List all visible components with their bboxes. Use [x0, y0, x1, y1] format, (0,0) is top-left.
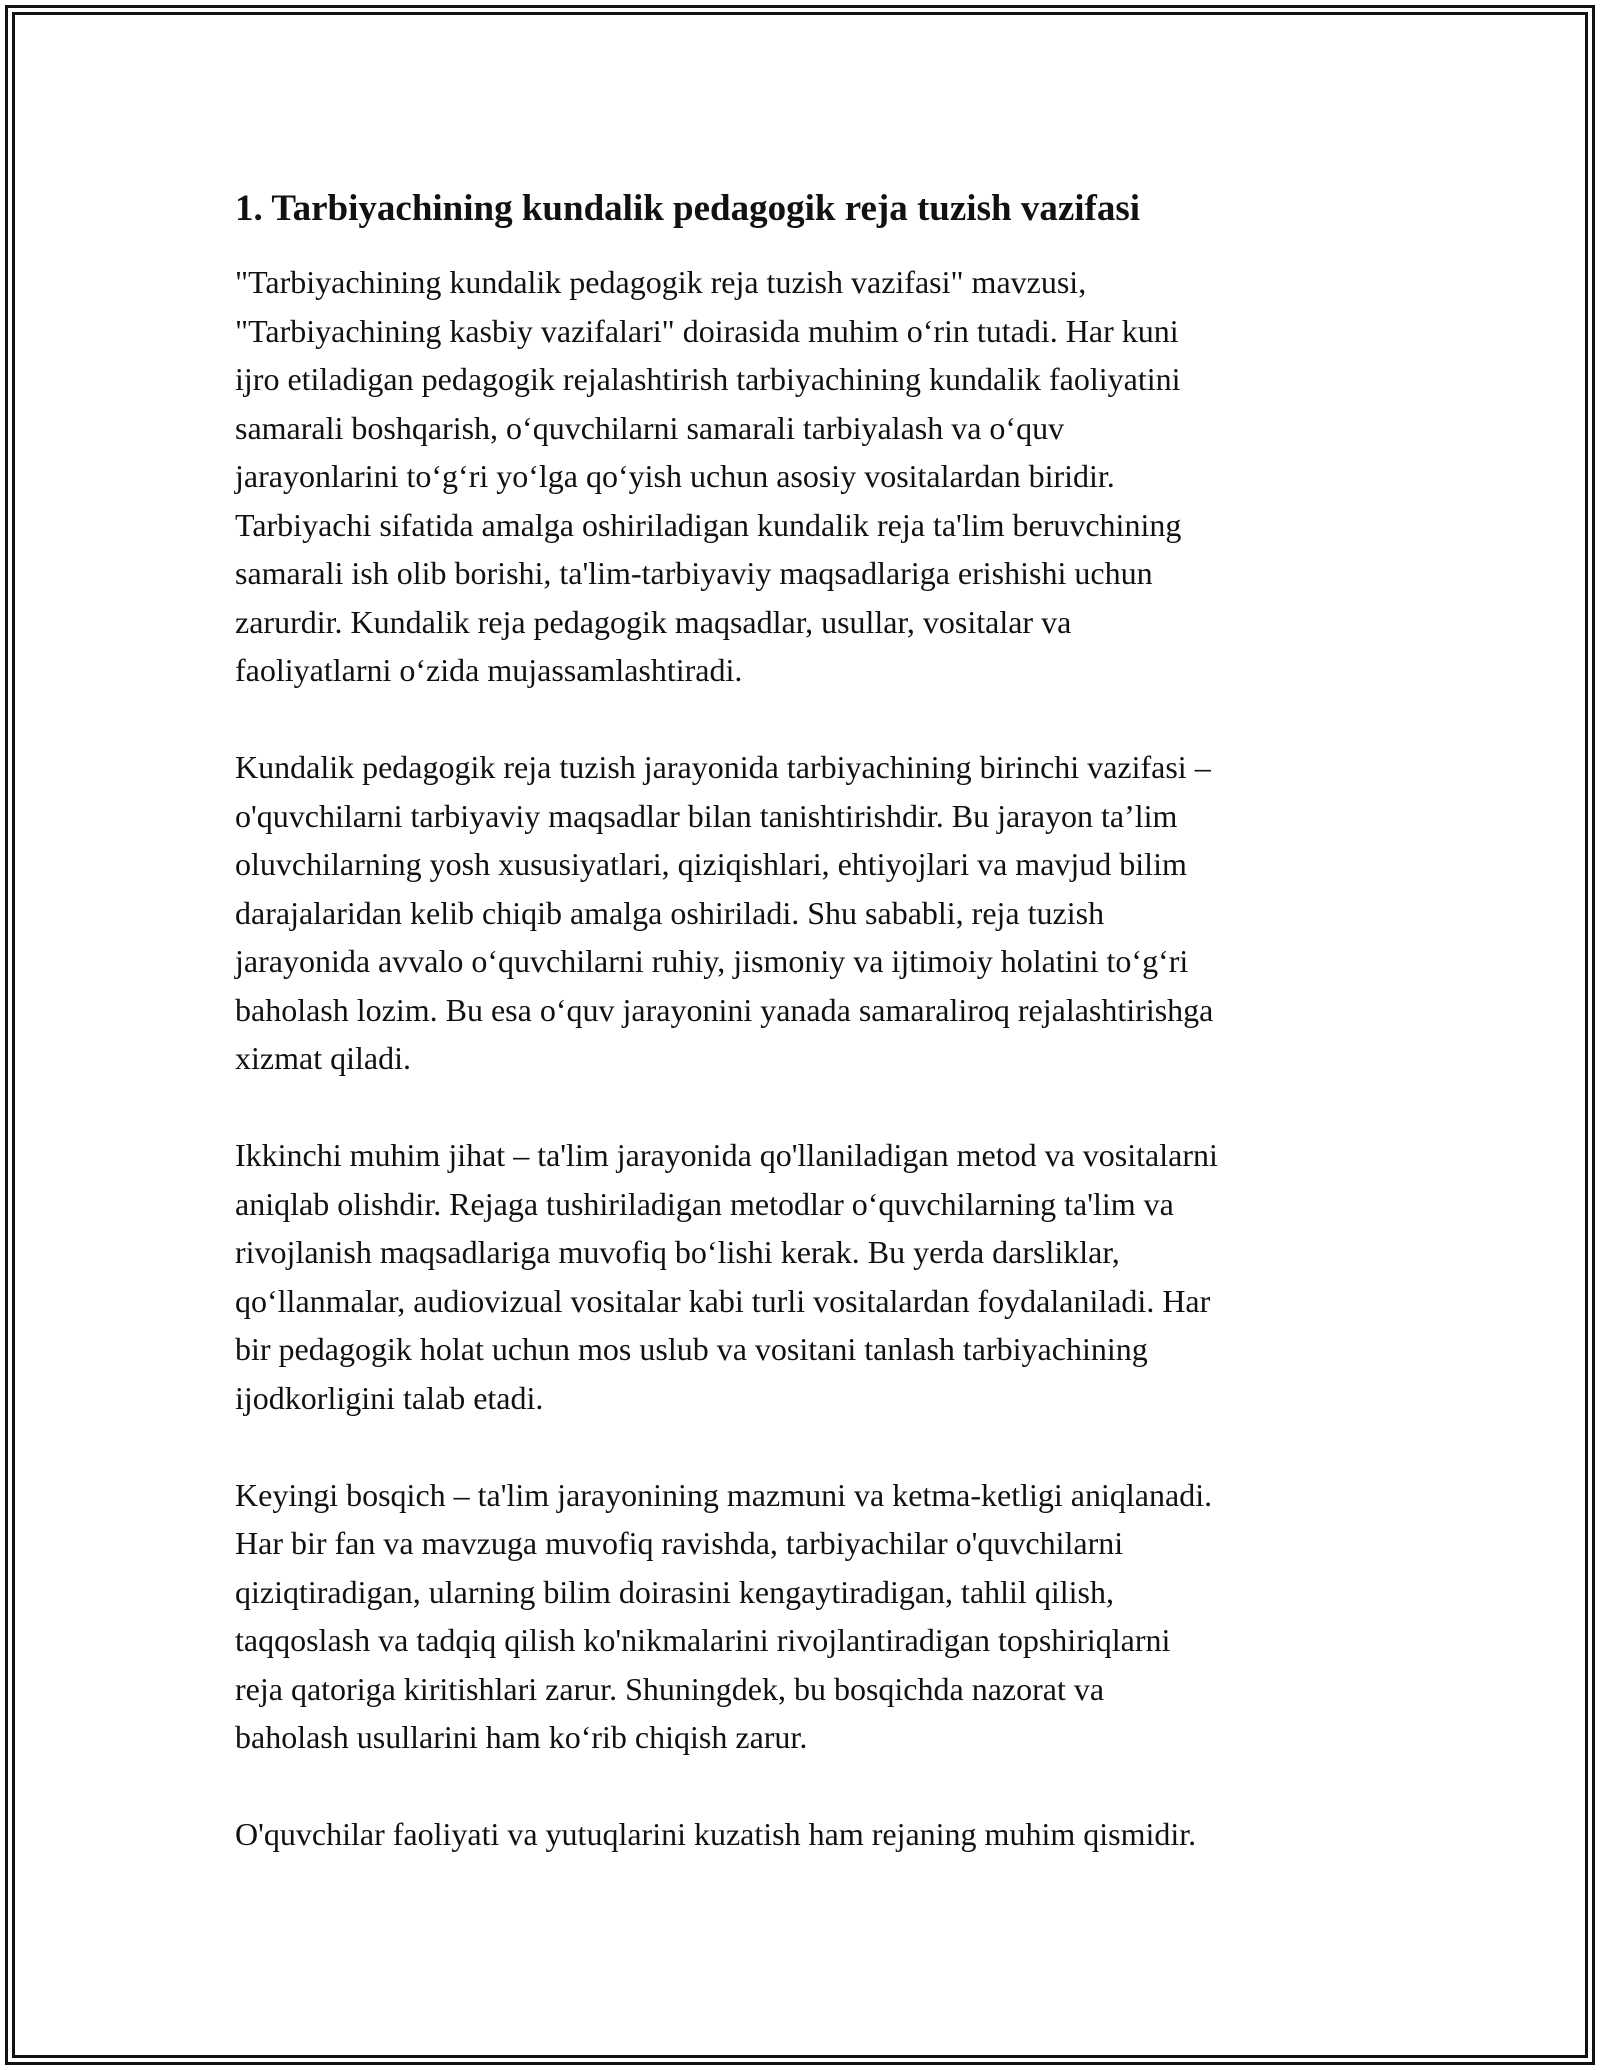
text-line: aniqlab olishdir. Rejaga tushiriladigan metodlar o‘quvchilarning ta'lim va [235, 1185, 1174, 1222]
text-line: samarali ish olib borishi, ta'lim-tarbiyaviy maqsadlariga erishishi uchun [235, 555, 1153, 591]
text-line: jarayonlarini to‘g‘ri yo‘lga qo‘yish uchun asosiy vositalardan biridir. [235, 458, 1115, 494]
text-line: zarurdir. Kundalik reja pedagogik maqsadlar, usullar, vositalar va [235, 603, 1072, 640]
text-line: reja qatoriga kiritishlari zarur. Shuningdek, bu bosqichda nazorat va [235, 1670, 1105, 1707]
document-content [235, 185, 1375, 1859]
text-line: "Tarbiyachining kundalik pedagogik reja tuzish vazifasi" mavzusi, [235, 264, 1087, 300]
paragraph-gap [235, 695, 1375, 744]
text-line: xizmat qiladi. [235, 1040, 411, 1076]
text-line: Tarbiyachi sifatida amalga oshiriladigan kundalik reja ta'lim beruvchining [235, 506, 1182, 543]
text-line: "Tarbiyachining kasbiy vazifalari" doirasida muhim o‘rin tutadi. Har kuni [235, 312, 1179, 349]
paragraph-3 [235, 1131, 1375, 1422]
text-line: baholash lozim. Bu esa o‘quv jarayonini yanada samaraliroq rejalashtirishga [235, 991, 1214, 1028]
text-line: jarayonida avvalo o‘quvchilarni ruhiy, jismoniy va ijtimoiy holatini to‘g‘ri [235, 943, 1189, 979]
paragraph-2 [235, 743, 1375, 1083]
text-line: faoliyatlarni o‘zida mujassamlashtiradi. [235, 652, 743, 688]
text-line: o'quvchilarni tarbiyaviy maqsadlar bilan tanishtirishdir. Bu jarayon ta’lim [235, 797, 1178, 834]
paragraph-4 [235, 1471, 1375, 1762]
text-line: rivojlanish maqsadlariga muvofiq bo‘lishi kerak. Bu yerda darsliklar, [235, 1234, 1120, 1270]
text-line: qiziqtiradigan, ularning bilim doirasini kengaytiradigan, tahlil qilish, [235, 1573, 1114, 1610]
paragraph-5 [235, 1810, 1375, 1859]
paragraph-gap [235, 1422, 1375, 1471]
text-line: taqqoslash va tadqiq qilish ko'nikmalarini rivojlantiradigan topshiriqlarni [235, 1622, 1171, 1658]
text-line: O'quvchilar faoliyati va yutuqlarini kuzatish ham rejaning muhim qismidir. [235, 1816, 1197, 1852]
paragraph-1 [235, 258, 1375, 695]
document-title: 1. Tarbiyachining kundalik pedagogik reja tuzish vazifasi [235, 188, 1141, 229]
text-line: Keyingi bosqich – ta'lim jarayonining mazmuni va ketma-ketligi aniqlanadi. [235, 1476, 1213, 1513]
text-line: ijro etiladigan pedagogik rejalashtirish tarbiyachining kundalik faoliyatini [235, 361, 1181, 397]
text-line: Ikkinchi muhim jihat – ta'lim jarayonida qo'llaniladigan metod va vositalarni [235, 1137, 1218, 1173]
paragraph-gap [235, 1762, 1375, 1811]
text-line: oluvchilarning yosh xususiyatlari, qiziqishlari, ehtiyojlari va mavjud bilim [235, 846, 1187, 882]
text-line: Kundalik pedagogik reja tuzish jarayonida tarbiyachining birinchi vazifasi – [235, 749, 1211, 785]
text-line: darajalaridan kelib chiqib amalga oshiriladi. Shu sababli, reja tuzish [235, 894, 1105, 931]
text-line: bir pedagogik holat uchun mos uslub va vositani tanlash tarbiyachining [235, 1331, 1148, 1367]
paragraph-gap [235, 1083, 1375, 1132]
text-line: qo‘llanmalar, audiovizual vositalar kabi turli vositalardan foydalaniladi. Har [235, 1282, 1211, 1319]
text-line: Har bir fan va mavzuga muvofiq ravishda, tarbiyachilar o'quvchilarni [235, 1525, 1124, 1561]
text-line: samarali boshqarish, o‘quvchilarni samarali tarbiyalash va o‘quv [235, 409, 1065, 446]
text-line: baholash usullarini ham ko‘rib chiqish zarur. [235, 1719, 808, 1755]
text-line: ijodkorligini talab etadi. [235, 1379, 544, 1416]
